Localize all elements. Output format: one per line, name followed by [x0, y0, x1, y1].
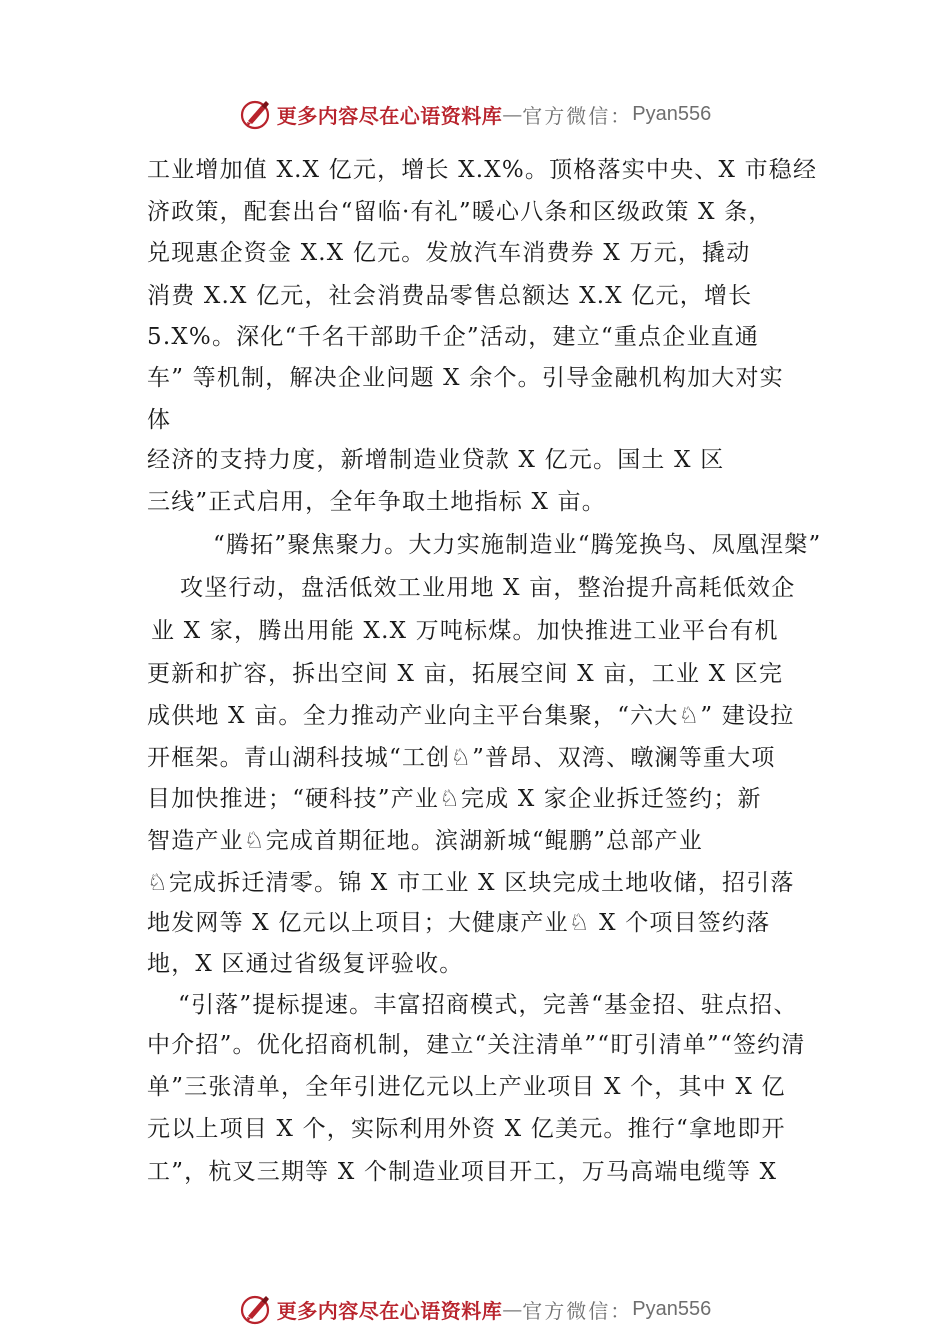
banner-wechat-label: 官方微信： [522, 1298, 633, 1323]
banner-wechat-id: Pyan556 [632, 102, 712, 125]
banner-library-text: 更多内容尽在心语资料库 [276, 1298, 503, 1323]
text-line: 消费 X.X 亿元，社会消费品零售总额达 X.X 亿元，增长 [147, 283, 753, 309]
text-line: 单”三张清单，全年引进亿元以上产业项目 X 个，其中 X 亿 [147, 1074, 786, 1100]
paragraph-heading-line: “腾拓”聚焦聚力。大力实施制造业“腾笼换鸟、凤凰涅槃” [213, 532, 822, 558]
text-line: 业 X 家，腾出用能 X.X 万吨标煤。加快推进工业平台有机 [151, 618, 779, 644]
banner-library-text: 更多内容尽在心语资料库 [276, 103, 503, 128]
text-line: 中介招”。优化招商机制，建立“关注清单”“盯引清单”“签约清 [147, 1032, 806, 1058]
header-watermark-banner [0, 94, 950, 134]
text-line: 体 [147, 407, 172, 433]
text-line: 开框架。青山湖科技城“工创♘”普昂、双湾、暾澜等重大项 [147, 745, 776, 771]
text-line: 更新和扩容，拆出空间 X 亩，拓展空间 X 亩，工业 X 区完 [147, 661, 784, 687]
text-line: 攻坚行动，盘活低效工业用地 X 亩，整治提升高耗低效企 [180, 575, 796, 601]
text-line: 兑现惠企资金 X.X 亿元。发放汽车消费券 X 万元，撬动 [147, 240, 751, 266]
text-line: 目加快推进；“硬科技”产业♘完成 X 家企业拆迁签约；新 [147, 786, 762, 812]
pen-seal-logo-icon [239, 1292, 273, 1326]
text-line: 工业增加值 X.X 亿元，增长 X.X%。顶格落实中央、X 市稳经 [147, 157, 818, 183]
paragraph-heading-line: “引落”提标提速。丰富招商模式，完善“基金招、驻点招、 [178, 992, 798, 1018]
text-line: 元以上项目 X 个，实际利用外资 X 亿美元。推行“拿地即开 [147, 1116, 786, 1142]
text-line: 车” 等机制，解决企业问题 X 余个。引导金融机构加大对实 [147, 365, 784, 391]
pen-seal-logo-icon [239, 97, 273, 131]
text-line: 工”，杭叉三期等 X 个制造业项目开工，万马高端电缆等 X [147, 1159, 778, 1185]
text-line: 智造产业♘完成首期征地。滨湖新城“鲲鹏”总部产业 [147, 828, 703, 854]
text-line: 5.X%。深化“千名干部助千企”活动，建立“重点企业直通 [147, 324, 760, 350]
text-line: 经济的支持力度，新增制造业贷款 X 亿元。国土 X 区 [147, 447, 725, 473]
text-line: 济政策，配套出台“留临·有礼”暖心八条和区级政策 X 条， [147, 199, 773, 225]
banner-wechat-label: 官方微信： [522, 103, 633, 128]
text-line: 成供地 X 亩。全力推动产业向主平台集聚，“六大♘” 建设拉 [147, 703, 795, 729]
text-line: ♘完成拆迁清零。锦 X 市工业 X 区块完成土地收储，招引落 [147, 870, 795, 896]
banner-dash: — [502, 1297, 523, 1321]
footer-watermark-banner [0, 1289, 950, 1329]
banner-wechat-id: Pyan556 [632, 1297, 712, 1320]
banner-dash: — [502, 102, 523, 126]
text-line: 地，X 区通过省级复评验收。 [147, 951, 464, 977]
text-line: 地发网等 X 亿元以上项目；大健康产业♘ X 个项目签约落 [147, 910, 771, 936]
text-line: 三线”正式启用，全年争取土地指标 X 亩。 [147, 489, 606, 515]
